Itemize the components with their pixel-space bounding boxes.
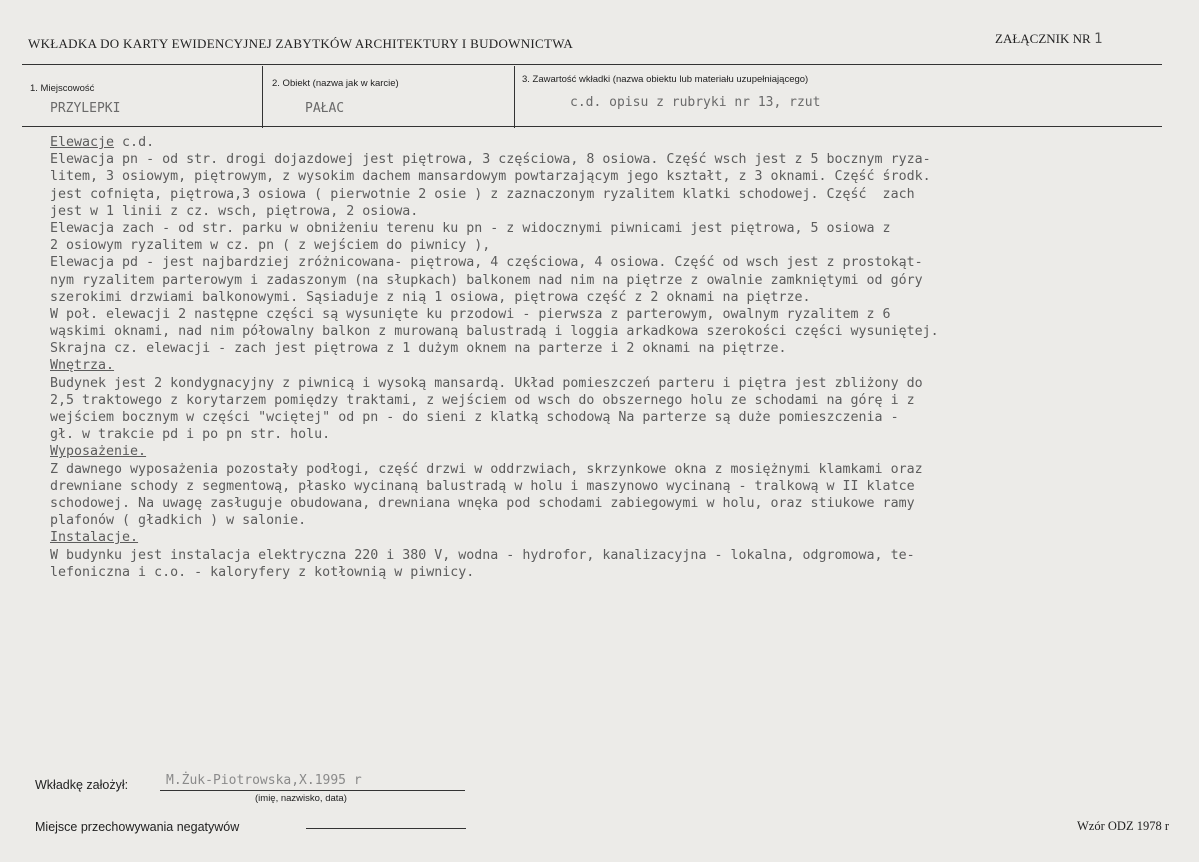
text-line [50,426,1180,443]
text-line [50,564,1180,581]
locality-label: 1. Miejscowość [30,83,95,94]
text-line-content: Elewacja pn - od str. drogi dojazdowej jest piętrowa, 3 częściowa, 8 osiowa. Część wsch jest z 5 bocznym ryza- [50,152,931,168]
object-value: PAŁAC [305,101,345,116]
author-hint: (imię, nazwisko, data) [255,793,347,804]
header-bottom-rule [22,126,1162,127]
text-line-content: Z dawnego wyposażenia pozostały podłogi, część drzwi w oddrzwiach, skrzynkowe okna z mosiężnymi klamkami oraz [50,461,923,477]
text-line-content: Elewacja pd - jest najbardziej zróżnicowana- piętrowa, 4 częściowa, 4 osiowa. Część od wsch jest z prostokąt- [50,255,923,271]
author-label: Wkładkę założył: [35,778,129,792]
text-line [50,186,1180,203]
section-heading [50,529,1180,546]
text-line [50,375,1180,392]
section-heading-text: Wyposażenie. [50,444,147,460]
text-line-content: jest w 1 linii z cz. wsch, piętrowa, 2 osiowa. [50,203,419,219]
text-line-content: Skrajna cz. elewacji - zach jest piętrowa z 1 dużym oknem na parterze i 2 oknami na piętrze. [50,341,787,357]
text-line [50,168,1180,185]
text-line-content: W poł. elewacji 2 następne części są wysunięte ku przodowi - pierwsza z parterowym, owalnym ryzalitem z 6 [50,306,891,322]
annex-label-text: ZAŁĄCZNIK NR [995,31,1091,46]
text-line-content: 2,5 traktowego z korytarzem pomiędzy traktami, z wejściem od wsch do obszernego holu ze schodami na górę i z [50,392,915,408]
section-heading [50,134,1180,151]
field-divider-1 [262,66,263,128]
author-signature: M.Żuk-Piotrowska,X.1995 r [166,773,362,788]
text-line [50,306,1180,323]
text-line-content: lefoniczna i c.o. - kaloryfery z kotłownią w piwnicy. [50,564,475,580]
text-line [50,237,1180,254]
text-line [50,409,1180,426]
annex-label [995,31,1102,47]
text-line-content: Elewacja zach - od str. parku w obniżeniu terenu ku pn - z widocznymi piwnicami jest piętrowa, 5 osiowa z [50,220,891,236]
text-line [50,547,1180,564]
section-heading-text: Elewacje [50,135,115,150]
text-line [50,392,1180,409]
section-heading-suffix: c.d. [114,135,155,150]
locality-value: PRZYLEPKI [50,101,121,116]
text-line-content: wąskimi oknami, nad nim półowalny balkon z murowaną balustradą i loggia arkadkowa szerokości części wysuniętej. [50,324,939,340]
text-line [50,272,1180,289]
header-top-rule [22,64,1162,65]
section-heading [50,443,1180,460]
text-line-content: litem, 3 osiowym, piętrowym, z wysokim dachem mansardowym powtarzającym jego kształt, z 3 oknami. Część środk. [50,169,931,185]
storage-line [306,828,466,829]
section-heading [50,357,1180,374]
field-divider-2 [514,66,515,128]
text-line [50,220,1180,237]
text-line [50,495,1180,512]
card-title: WKŁADKA DO KARTY EWIDENCYJNEJ ZABYTKÓW ARCHITEKTURY I BUDOWNICTWA [28,36,574,51]
text-line [50,512,1180,529]
text-line-content: wejściem bocznym w części "wciętej" od pn - do sieni z klatką schodową Na parterze są duże pomieszczenia - [50,410,899,425]
text-line-content: gł. w trakcie pd i po pn str. holu. [50,427,331,443]
content-value: c.d. opisu z rubryki nr 13, rzut [570,95,821,110]
text-line [50,461,1180,478]
text-line-content: drewniane schody z segmentową, płasko wycinaną balustradą w holu i maszynowo wycinaną - tralkową w II klatce [50,478,915,494]
object-label: 2. Obiekt (nazwa jak w karcie) [272,78,399,89]
text-line [50,340,1180,357]
text-line-content: W budynku jest instalacja elektryczna 220 i 380 V, wodna - hydrofor, kanalizacyjna - lokalna, odgromowa, te- [50,547,915,563]
text-line [50,323,1180,340]
text-line [50,254,1180,271]
text-line-content: plafonów ( gładkich ) w salonie. [50,513,307,529]
text-line [50,478,1180,495]
text-line-content: nym ryzalitem parterowym i zadaszonym (na słupkach) balkonem nad nim na piętrze z owalnie zamkniętymi od góry [50,272,923,288]
text-line-content: jest cofnięta, piętrowa,3 osiowa ( pierwotnie 2 osie ) z zaznaczonym ryzalitem klatki schodowej. Część zach [50,186,915,202]
text-line [50,203,1180,220]
section-heading-text: Wnętrza. [50,358,115,374]
text-line-content: Budynek jest 2 kondygnacyjny z piwnicą i wysoką mansardą. Układ pomieszczeń parteru i piętra jest zbliżony do [50,375,923,391]
text-line-content: schodowej. Na uwagę zasługuje obudowana, drewniana wnęka pod schodami zabiegowymi w holu, oraz stiukowe ramy [50,495,915,511]
storage-label: Miejsce przechowywania negatywów [35,820,240,834]
typed-description [50,134,1180,581]
text-line [50,151,1180,168]
content-label: 3. Zawartość wkładki (nazwa obiektu lub materiału uzupełniającego) [522,74,809,85]
text-line-content: szerokimi drzwiami balkonowymi. Sąsiaduje z nią 1 osiowa, piętrowa część z 2 oknami na piętrze. [50,289,811,305]
text-line-content: 2 osiowym ryzalitem w cz. pn ( z wejściem do piwnicy ), [50,238,491,254]
annex-number: 1 [1093,31,1103,47]
form-version: Wzór ODZ 1978 r [1077,819,1169,833]
author-line [160,790,465,791]
section-heading-text: Instalacje. [50,530,139,546]
text-line [50,289,1180,306]
